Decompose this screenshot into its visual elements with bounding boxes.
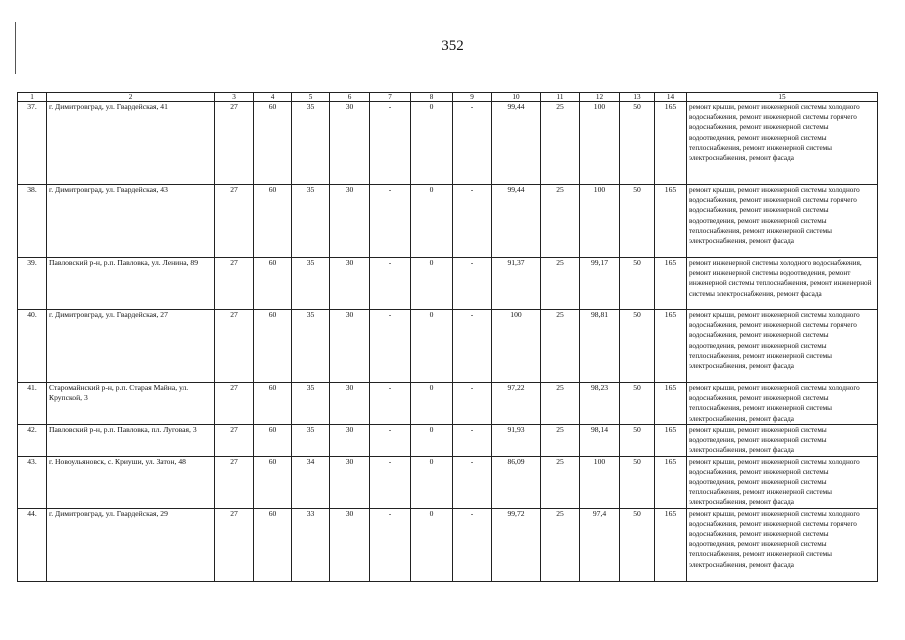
- value-cell: 25: [541, 102, 580, 185]
- table-row: [18, 102, 878, 185]
- value-cell: 35: [292, 102, 330, 185]
- table-row: [18, 258, 878, 310]
- value-cell: 25: [541, 456, 580, 508]
- column-header: 14: [655, 93, 687, 102]
- value-cell: 60: [254, 425, 292, 457]
- value-cell: 30: [330, 425, 370, 457]
- column-header: 1: [18, 93, 47, 102]
- value-cell: 25: [541, 258, 580, 310]
- address-cell: г. Новоульяновск, с. Криуши, ул. Затон, 48: [47, 456, 215, 508]
- repair-works-cell: ремонт инженерной системы холодного водоснабжения, ремонт инженерной системы водоотведения, ремонт инженерной системы теплоснабжения, ремонт инженерной системы электроснабжения, ремонт фасада: [687, 258, 878, 310]
- value-cell: 0: [411, 310, 453, 383]
- value-cell: 165: [655, 456, 687, 508]
- value-cell: 99,17: [580, 258, 620, 310]
- value-cell: 27: [215, 310, 254, 383]
- value-cell: 30: [330, 383, 370, 425]
- address-cell: г. Димитровград, ул. Гвардейская, 43: [47, 185, 215, 258]
- value-cell: -: [370, 508, 411, 581]
- value-cell: -: [370, 383, 411, 425]
- column-number-row: [18, 93, 878, 102]
- value-cell: -: [453, 258, 492, 310]
- column-header: 9: [453, 93, 492, 102]
- value-cell: 50: [620, 310, 655, 383]
- value-cell: 60: [254, 383, 292, 425]
- repair-works-cell: ремонт крыши, ремонт инженерной системы холодного водоснабжения, ремонт инженерной системы теплоснабжения, ремонт инженерной системы электроснабжения, ремонт фасада: [687, 383, 878, 425]
- value-cell: 0: [411, 102, 453, 185]
- value-cell: -: [370, 310, 411, 383]
- value-cell: 60: [254, 456, 292, 508]
- table-row: [18, 508, 878, 581]
- value-cell: -: [453, 102, 492, 185]
- value-cell: 91,93: [492, 425, 541, 457]
- value-cell: 91,37: [492, 258, 541, 310]
- value-cell: 99,72: [492, 508, 541, 581]
- value-cell: -: [453, 383, 492, 425]
- value-cell: 60: [254, 185, 292, 258]
- value-cell: 50: [620, 185, 655, 258]
- row-number: 39.: [18, 258, 47, 310]
- column-header: 5: [292, 93, 330, 102]
- value-cell: 25: [541, 185, 580, 258]
- value-cell: 34: [292, 456, 330, 508]
- value-cell: 165: [655, 102, 687, 185]
- value-cell: 165: [655, 185, 687, 258]
- value-cell: 97,4: [580, 508, 620, 581]
- page-number: 352: [441, 38, 464, 54]
- value-cell: 50: [620, 258, 655, 310]
- value-cell: 30: [330, 508, 370, 581]
- value-cell: 30: [330, 185, 370, 258]
- value-cell: 100: [580, 185, 620, 258]
- value-cell: 30: [330, 258, 370, 310]
- value-cell: 30: [330, 310, 370, 383]
- value-cell: 99,44: [492, 102, 541, 185]
- value-cell: 165: [655, 425, 687, 457]
- value-cell: -: [453, 310, 492, 383]
- value-cell: -: [370, 102, 411, 185]
- value-cell: 165: [655, 310, 687, 383]
- repair-works-cell: ремонт крыши, ремонт инженерной системы холодного водоснабжения, ремонт инженерной системы горячего водоснабжения, ремонт инженерной системы водоотведения, ремонт инженерной системы теплоснабжения, ремонт инженерной системы электроснабжения, ремонт фасада: [687, 508, 878, 581]
- address-cell: г. Димитровград, ул. Гвардейская, 27: [47, 310, 215, 383]
- value-cell: 35: [292, 185, 330, 258]
- value-cell: 98,14: [580, 425, 620, 457]
- column-header: 7: [370, 93, 411, 102]
- value-cell: 60: [254, 102, 292, 185]
- column-header: 15: [687, 93, 878, 102]
- value-cell: 98,23: [580, 383, 620, 425]
- value-cell: 27: [215, 425, 254, 457]
- row-number: 40.: [18, 310, 47, 383]
- column-header: 6: [330, 93, 370, 102]
- address-cell: Старомайнский р-н, р.п. Старая Майна, ул. Крупской, 3: [47, 383, 215, 425]
- value-cell: 165: [655, 258, 687, 310]
- value-cell: -: [453, 508, 492, 581]
- value-cell: 25: [541, 425, 580, 457]
- column-header: 4: [254, 93, 292, 102]
- value-cell: -: [370, 258, 411, 310]
- value-cell: -: [453, 185, 492, 258]
- address-cell: г. Димитровград, ул. Гвардейская, 41: [47, 102, 215, 185]
- value-cell: 27: [215, 383, 254, 425]
- value-cell: 0: [411, 425, 453, 457]
- repair-works-cell: ремонт крыши, ремонт инженерной системы водоотведения, ремонт инженерной системы электроснабжения, ремонт фасада: [687, 425, 878, 457]
- value-cell: 27: [215, 185, 254, 258]
- row-number: 43.: [18, 456, 47, 508]
- table-row: [18, 185, 878, 258]
- value-cell: 35: [292, 258, 330, 310]
- row-number: 41.: [18, 383, 47, 425]
- value-cell: 60: [254, 258, 292, 310]
- value-cell: 33: [292, 508, 330, 581]
- value-cell: 25: [541, 310, 580, 383]
- row-number: 44.: [18, 508, 47, 581]
- value-cell: 50: [620, 102, 655, 185]
- repair-works-cell: ремонт крыши, ремонт инженерной системы холодного водоснабжения, ремонт инженерной системы горячего водоснабжения, ремонт инженерной системы водоотведения, ремонт инженерной системы теплоснабжения, ремонт инженерной системы электроснабжения, ремонт фасада: [687, 310, 878, 383]
- repair-works-cell: ремонт крыши, ремонт инженерной системы холодного водоснабжения, ремонт инженерной системы горячего водоснабжения, ремонт инженерной системы водоотведения, ремонт инженерной системы теплоснабжения, ремонт инженерной системы электроснабжения, ремонт фасада: [687, 185, 878, 258]
- value-cell: 98,81: [580, 310, 620, 383]
- value-cell: 165: [655, 383, 687, 425]
- row-number: 38.: [18, 185, 47, 258]
- column-header: 3: [215, 93, 254, 102]
- repair-works-cell: ремонт крыши, ремонт инженерной системы холодного водоснабжения, ремонт инженерной системы горячего водоснабжения, ремонт инженерной системы водоотведения, ремонт инженерной системы теплоснабжения, ремонт инженерной системы электроснабжения, ремонт фасада: [687, 102, 878, 185]
- value-cell: 27: [215, 508, 254, 581]
- value-cell: -: [370, 425, 411, 457]
- repair-works-cell: ремонт крыши, ремонт инженерной системы холодного водоснабжения, ремонт инженерной системы водоотведения, ремонт инженерной системы теплоснабжения, ремонт инженерной системы электроснабжения, ремонт фасада: [687, 456, 878, 508]
- value-cell: 0: [411, 456, 453, 508]
- value-cell: 100: [492, 310, 541, 383]
- repair-register-table: [17, 92, 878, 582]
- value-cell: 35: [292, 383, 330, 425]
- address-cell: г. Димитровград, ул. Гвардейская, 29: [47, 508, 215, 581]
- value-cell: 99,44: [492, 185, 541, 258]
- value-cell: 35: [292, 310, 330, 383]
- column-header: 12: [580, 93, 620, 102]
- row-number: 42.: [18, 425, 47, 457]
- value-cell: -: [370, 456, 411, 508]
- value-cell: -: [453, 456, 492, 508]
- row-number: 37.: [18, 102, 47, 185]
- column-header: 11: [541, 93, 580, 102]
- value-cell: 86,09: [492, 456, 541, 508]
- value-cell: 165: [655, 508, 687, 581]
- column-header: 8: [411, 93, 453, 102]
- value-cell: 100: [580, 456, 620, 508]
- value-cell: 0: [411, 258, 453, 310]
- table-row: [18, 310, 878, 383]
- table-row: [18, 425, 878, 457]
- value-cell: -: [370, 185, 411, 258]
- value-cell: 0: [411, 508, 453, 581]
- value-cell: 50: [620, 383, 655, 425]
- column-header: 2: [47, 93, 215, 102]
- value-cell: 50: [620, 456, 655, 508]
- value-cell: 60: [254, 310, 292, 383]
- value-cell: 100: [580, 102, 620, 185]
- address-cell: Павловский р-н, р.п. Павловка, пл. Луговая, 3: [47, 425, 215, 457]
- value-cell: 0: [411, 383, 453, 425]
- value-cell: 60: [254, 508, 292, 581]
- value-cell: 27: [215, 102, 254, 185]
- column-header: 10: [492, 93, 541, 102]
- value-cell: 50: [620, 508, 655, 581]
- value-cell: 25: [541, 508, 580, 581]
- value-cell: 27: [215, 456, 254, 508]
- table-row: [18, 383, 878, 425]
- value-cell: 35: [292, 425, 330, 457]
- value-cell: 30: [330, 102, 370, 185]
- table-row: [18, 456, 878, 508]
- address-cell: Павловский р-н, р.п. Павловка, ул. Ленина, 89: [47, 258, 215, 310]
- value-cell: -: [453, 425, 492, 457]
- value-cell: 0: [411, 185, 453, 258]
- value-cell: 30: [330, 456, 370, 508]
- value-cell: 27: [215, 258, 254, 310]
- value-cell: 25: [541, 383, 580, 425]
- value-cell: 50: [620, 425, 655, 457]
- column-header: 13: [620, 93, 655, 102]
- value-cell: 97,22: [492, 383, 541, 425]
